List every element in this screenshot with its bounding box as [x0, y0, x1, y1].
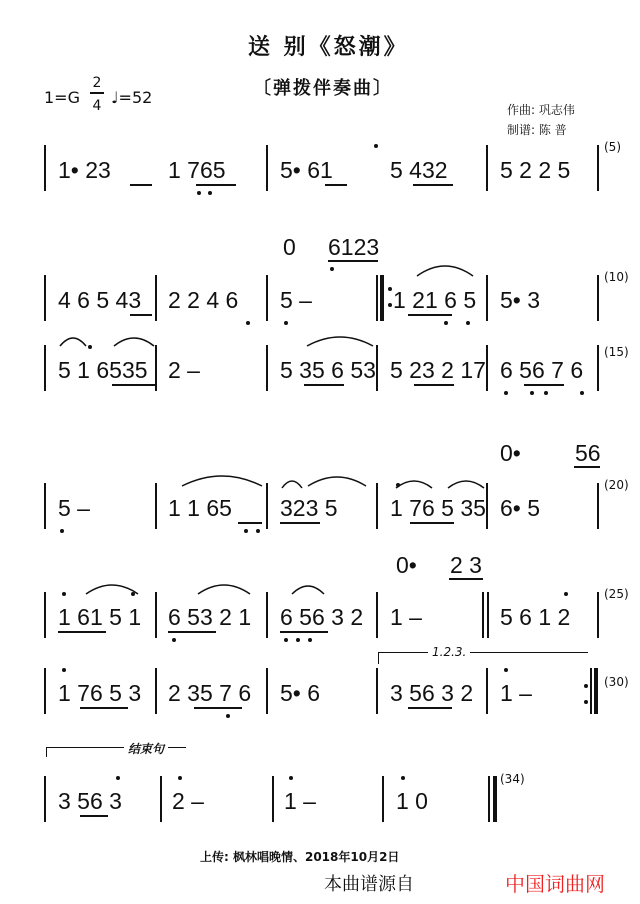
volta-bracket	[378, 652, 588, 653]
barline	[488, 776, 490, 822]
barline	[486, 275, 488, 321]
octave-dot	[256, 529, 260, 533]
measure: 1 –	[284, 788, 316, 814]
barline	[376, 483, 378, 529]
slur	[280, 476, 304, 490]
measure: 5• 61	[280, 157, 333, 183]
slur	[305, 334, 375, 348]
barline	[155, 275, 157, 321]
measure: 2 –	[168, 357, 200, 383]
barline	[155, 668, 157, 714]
barline	[382, 776, 384, 822]
measure: 1 765	[168, 157, 226, 183]
measure: 1 76 5 3	[58, 680, 142, 706]
barline	[376, 275, 378, 321]
measure: 5 1 6535	[58, 357, 148, 383]
barline	[486, 483, 488, 529]
barline	[597, 275, 599, 321]
underline	[238, 522, 262, 524]
octave-dot	[197, 191, 201, 195]
measure: 2 2 4 6	[168, 287, 239, 313]
measure: 3 56 3 2	[390, 680, 474, 706]
octave-dot	[62, 592, 66, 596]
octave-dot	[289, 776, 293, 780]
underline	[408, 314, 452, 316]
measure: 5• 6	[280, 680, 321, 706]
barline	[597, 145, 599, 191]
upper-note: 0	[283, 234, 296, 260]
octave-dot	[172, 638, 176, 642]
octave-dot	[226, 714, 230, 718]
barline	[266, 668, 268, 714]
measure: 323 5	[280, 495, 338, 521]
underline	[112, 384, 156, 386]
barline	[266, 275, 268, 321]
octave-dot	[530, 391, 534, 395]
repeat-dot	[584, 684, 588, 688]
barline	[486, 345, 488, 391]
slur	[394, 476, 434, 490]
underline	[414, 384, 454, 386]
underline	[574, 466, 600, 468]
measure: 1 1 65	[168, 495, 232, 521]
octave-dot	[504, 668, 508, 672]
underline	[280, 631, 328, 633]
barline	[486, 145, 488, 191]
barline	[486, 668, 488, 714]
octave-dot	[131, 592, 135, 596]
site-watermark[interactable]: 中国词曲网	[505, 872, 605, 896]
underline	[408, 707, 452, 709]
measure: 5 23 2 17	[390, 357, 486, 383]
underline	[194, 707, 242, 709]
measure: 1 0	[396, 788, 428, 814]
underline	[168, 631, 216, 633]
underline	[304, 384, 344, 386]
barline	[376, 592, 378, 638]
barline	[376, 668, 378, 714]
octave-dot	[178, 776, 182, 780]
barline	[266, 592, 268, 638]
octave-dot	[580, 391, 584, 395]
measure: 6• 5	[500, 495, 541, 521]
measure: 5 –	[58, 495, 90, 521]
repeat-start-bar	[380, 275, 384, 321]
repeat-dot	[388, 303, 392, 307]
measure-number: (25)	[604, 587, 629, 601]
upload-credit: 上传: 枫林唱晚情、2018年10月2日	[200, 850, 400, 864]
octave-dot	[374, 144, 378, 148]
octave-dot	[284, 321, 288, 325]
measure: 5• 3	[500, 287, 541, 313]
time-top: 2	[92, 75, 102, 91]
measure: 3 56 3	[58, 788, 122, 814]
score-subtitle: 〔弹拨伴奏曲〕	[253, 78, 393, 99]
measure-number: (10)	[604, 270, 629, 284]
octave-dot	[504, 391, 508, 395]
arranger-credit: 制谱: 陈 普	[507, 123, 567, 137]
slur	[196, 580, 252, 596]
barline	[44, 275, 46, 321]
underline	[80, 707, 128, 709]
measure: 1 –	[500, 680, 532, 706]
octave-dot	[564, 592, 568, 596]
octave-dot	[208, 191, 212, 195]
underline	[130, 314, 152, 316]
measure: 6 53 2 1	[168, 604, 252, 630]
measure: 2 –	[172, 788, 204, 814]
underline	[80, 815, 108, 817]
octave-dot	[284, 638, 288, 642]
measure: 1 61 5 1	[58, 604, 142, 630]
barline	[597, 592, 599, 638]
barline	[44, 592, 46, 638]
underline	[196, 184, 236, 186]
repeat-end-bar	[590, 668, 592, 714]
octave-dot	[544, 391, 548, 395]
measure: 1• 23	[58, 157, 111, 183]
slur	[446, 476, 486, 490]
measure: 5 432	[390, 157, 448, 183]
underline	[325, 184, 347, 186]
octave-dot	[88, 345, 92, 349]
repeat-dot	[584, 700, 588, 704]
octave-dot	[244, 529, 248, 533]
underline	[413, 184, 453, 186]
octave-dot	[60, 529, 64, 533]
upper-note: 6123	[328, 234, 380, 260]
slur	[58, 334, 88, 348]
tempo-mark: ♩=52	[111, 88, 153, 107]
barline	[44, 776, 46, 822]
volta-bracket-end	[378, 652, 379, 664]
measure: 1 76 5 35	[390, 495, 486, 521]
measure: 6 56 7 6	[500, 357, 584, 383]
double-barline	[487, 592, 489, 638]
barline	[44, 145, 46, 191]
upper-note: 0•	[500, 440, 521, 466]
time-signature	[90, 72, 104, 114]
barline	[160, 776, 162, 822]
measure: 4 6 5 43	[58, 287, 142, 313]
measure: 1 21 6 5	[393, 287, 477, 313]
volta-label: 1.2.3.	[428, 645, 470, 659]
underline	[328, 260, 378, 262]
measure: 2 35 7 6	[168, 680, 252, 706]
barline	[597, 483, 599, 529]
measure: 1 –	[390, 604, 422, 630]
measure: 5 35 6 53	[280, 357, 376, 383]
barline	[44, 345, 46, 391]
octave-dot	[330, 267, 334, 271]
upper-note: 0•	[396, 552, 417, 578]
measure: 5 2 2 5	[500, 157, 571, 183]
final-barline	[493, 776, 497, 822]
barline	[155, 592, 157, 638]
barline	[44, 668, 46, 714]
underline	[130, 184, 152, 186]
octave-dot	[62, 668, 66, 672]
ending-label: 结束句	[124, 740, 168, 757]
barline	[266, 345, 268, 391]
octave-dot	[308, 638, 312, 642]
ending-bracket-end	[46, 747, 47, 757]
measure-number: (5)	[604, 140, 621, 154]
underline	[58, 631, 106, 633]
barline	[266, 145, 268, 191]
octave-dot	[444, 321, 448, 325]
slur	[112, 334, 156, 348]
octave-dot	[401, 776, 405, 780]
barline	[376, 345, 378, 391]
octave-dot	[296, 638, 300, 642]
slur	[180, 472, 264, 488]
barline	[272, 776, 274, 822]
octave-dot	[466, 321, 470, 325]
composer-credit: 作曲: 巩志伟	[507, 103, 575, 117]
repeat-dot	[388, 287, 392, 291]
underline	[449, 578, 483, 580]
key-text: 1=G	[44, 88, 80, 107]
measure: 6 56 3 2	[280, 604, 364, 630]
underline	[410, 522, 454, 524]
underline	[524, 384, 564, 386]
upper-note: 2 3	[450, 552, 482, 578]
upper-note: 56	[575, 440, 601, 466]
key-signature	[44, 88, 80, 107]
source-watermark: 本曲谱源自	[324, 874, 414, 895]
barline	[597, 345, 599, 391]
octave-dot	[116, 776, 120, 780]
barline	[482, 592, 484, 638]
underline	[280, 522, 320, 524]
score-title: 送 别《怒潮》	[248, 34, 409, 60]
measure: 5 –	[280, 287, 312, 313]
octave-dot	[396, 483, 400, 487]
time-bottom: 4	[92, 98, 102, 114]
measure-number: (20)	[604, 478, 629, 492]
slur	[306, 472, 368, 488]
octave-dot	[246, 321, 250, 325]
barline	[44, 483, 46, 529]
slur	[415, 262, 475, 278]
measure-number: (34)	[500, 772, 525, 786]
measure-number: (30)	[604, 675, 629, 689]
barline	[155, 483, 157, 529]
barline	[266, 483, 268, 529]
measure-number: (15)	[604, 345, 629, 359]
slur	[290, 580, 326, 596]
repeat-end-bar	[594, 668, 598, 714]
measure: 5 6 1 2	[500, 604, 571, 630]
